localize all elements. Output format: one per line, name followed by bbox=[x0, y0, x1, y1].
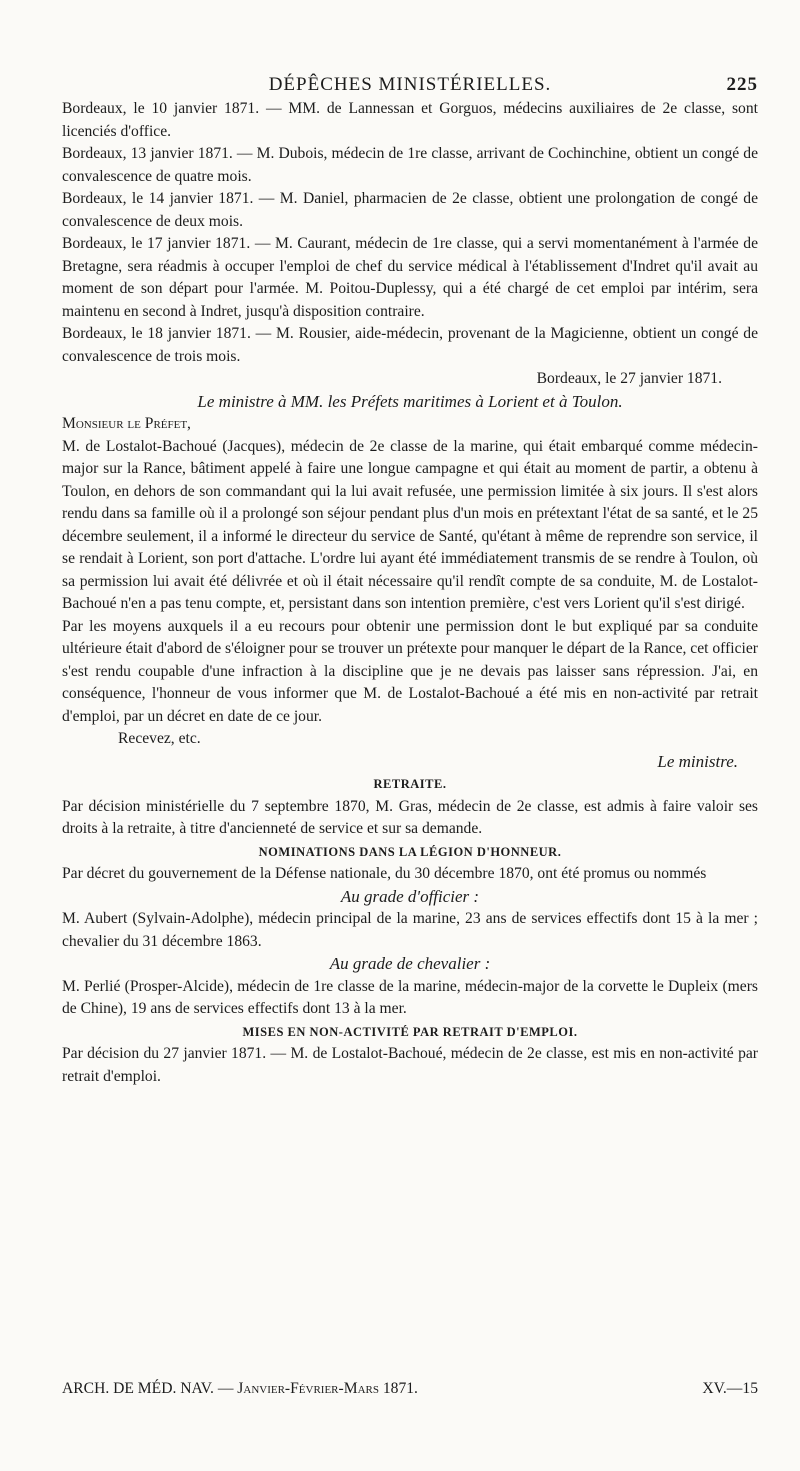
letter-signature: Le ministre. bbox=[657, 751, 738, 771]
paragraph: Bordeaux, le 14 janvier 1871. — M. Daniel, pharmacien de 2e classe, obtient une prolongation de congé de convalescence de deux mois. bbox=[62, 190, 758, 230]
paragraph: Bordeaux, le 17 janvier 1871. — M. Caurant, médecin de 1re classe, qui a servi momentanément à l'armée de Bretagne, sera réadmis à occuper l'emploi de chef du service médical à l'établissement d'Indret qu'il avait au moment de son départ pour l'armée. M. Poitou-Duplessy, qui a été chargé de cet emploi par intérim, sera maintenu en second à Indret, jusqu'à disposition contraire. bbox=[62, 235, 758, 320]
paragraph: Bordeaux, le 18 janvier 1871. — M. Rousier, aide-médecin, provenant de la Magicienne, obtient un congé de convalescence de trois mois. bbox=[62, 325, 758, 365]
running-title: DÉPÊCHES MINISTÉRIELLES. bbox=[268, 74, 552, 95]
grade-chevalier: Au grade de chevalier : bbox=[329, 954, 491, 973]
section-heading-non-activite: MISES EN NON-ACTIVITÉ PAR RETRAIT D'EMPLOI. bbox=[242, 1024, 578, 1039]
letter-addressee: Le ministre à MM. les Préfets maritimes à Lorient et à Toulon. bbox=[197, 391, 623, 411]
page-body bbox=[62, 98, 758, 1088]
page-number: 225 bbox=[726, 74, 758, 95]
nomination-knight: M. Perlié (Prosper-Alcide), médecin de 1re classe de la marine, médecin-major de la corvette le Dupleix (mers de Chine), 19 ans de services effectifs dont 13 à la mer. bbox=[62, 977, 758, 1017]
paragraph: Bordeaux, 13 janvier 1871. — M. Dubois, médecin de 1re classe, arrivant de Cochinchine, obtient un congé de convalescence de quatre mois. bbox=[62, 145, 758, 185]
section-heading-retraite: RETRAITE. bbox=[373, 777, 447, 791]
letter-paragraph: Par les moyens auxquels il a eu recours pour obtenir une permission dont le but expliqué par sa conduite ultérieure était d'abord de s'éloigner pour se trouver un prétexte pour manquer le départ de la Rance, cet officier s'est rendu coupable d'une infraction à la discipline que je ne devais pas laisser sans répression. J'ai, en conséquence, l'honneur de vous informer que M. de Lostalot-Bachoué a été mis en non-activité par retrait d'emploi, par un décret en date de ce jour. bbox=[62, 617, 758, 725]
letter-salutation: Monsieur le Préfet, bbox=[62, 415, 191, 432]
running-head bbox=[62, 74, 758, 98]
grade-officier: Au grade d'officier : bbox=[340, 886, 480, 906]
nomination-officer: M. Aubert (Sylvain-Adolphe), médecin principal de la marine, 23 ans de services effectifs dont 15 à la mer ; chevalier du 31 décembre 1863. bbox=[62, 910, 758, 950]
nominations-intro: Par décret du gouvernement de la Défense nationale, du 30 décembre 1870, ont été promus ou nommés bbox=[62, 865, 707, 882]
footer-journal: ARCH. DE MÉD. NAV. — Janvier-Février-Mars 1871. bbox=[62, 1380, 418, 1397]
footer bbox=[62, 1380, 758, 1398]
letter-date: Bordeaux, le 27 janvier 1871. bbox=[536, 370, 722, 387]
footer-signature-mark: XV.—15 bbox=[702, 1380, 758, 1397]
retraite-text: Par décision ministérielle du 7 septembre 1870, M. Gras, médecin de 2e classe, est admis à faire valoir ses droits à la retraite, à titre d'ancienneté de service et sur sa demande. bbox=[62, 797, 758, 837]
letter-paragraph: M. de Lostalot-Bachoué (Jacques), médecin de 2e classe de la marine, qui était embarqué comme médecin-major sur la Rance, bâtiment appelé à faire une longue campagne et qui était au moment de partir, a obtenu à Toulon, en dehors de son commandant qui la lui avait refusée, une permission limitée à six jours. Il s'est alors rendu dans sa famille où il a prolongé son séjour pendant plus d'un mois en prétextant l'état de sa santé, et le 25 décembre seulement, il a informé le directeur du service de Santé, qu'étant à même de reprendre son service, il se rendait à Lorient, son port d'attache. L'ordre lui ayant été immédiatement transmis de se rendre à Toulon, où sa permission lui avait été délivrée et où il était nécessaire qu'il rendît compte de sa conduite, M. de Lostalot-Bachoué n'en a pas tenu compte, et, persistant dans son intention première, c'est vers Lorient qu'il s'est dirigé. bbox=[62, 437, 758, 612]
section-heading-nominations: NOMINATIONS DANS LA LÉGION D'HONNEUR. bbox=[258, 844, 562, 859]
letter-closing: Recevez, etc. bbox=[118, 730, 201, 747]
paragraph: Bordeaux, le 10 janvier 1871. — MM. de Lannessan et Gorguos, médecins auxiliaires de 2e classe, sont licenciés d'office. bbox=[62, 100, 758, 140]
non-activite-text: Par décision du 27 janvier 1871. — M. de Lostalot-Bachoué, médecin de 2e classe, est mis en non-activité par retrait d'emploi. bbox=[62, 1045, 758, 1085]
